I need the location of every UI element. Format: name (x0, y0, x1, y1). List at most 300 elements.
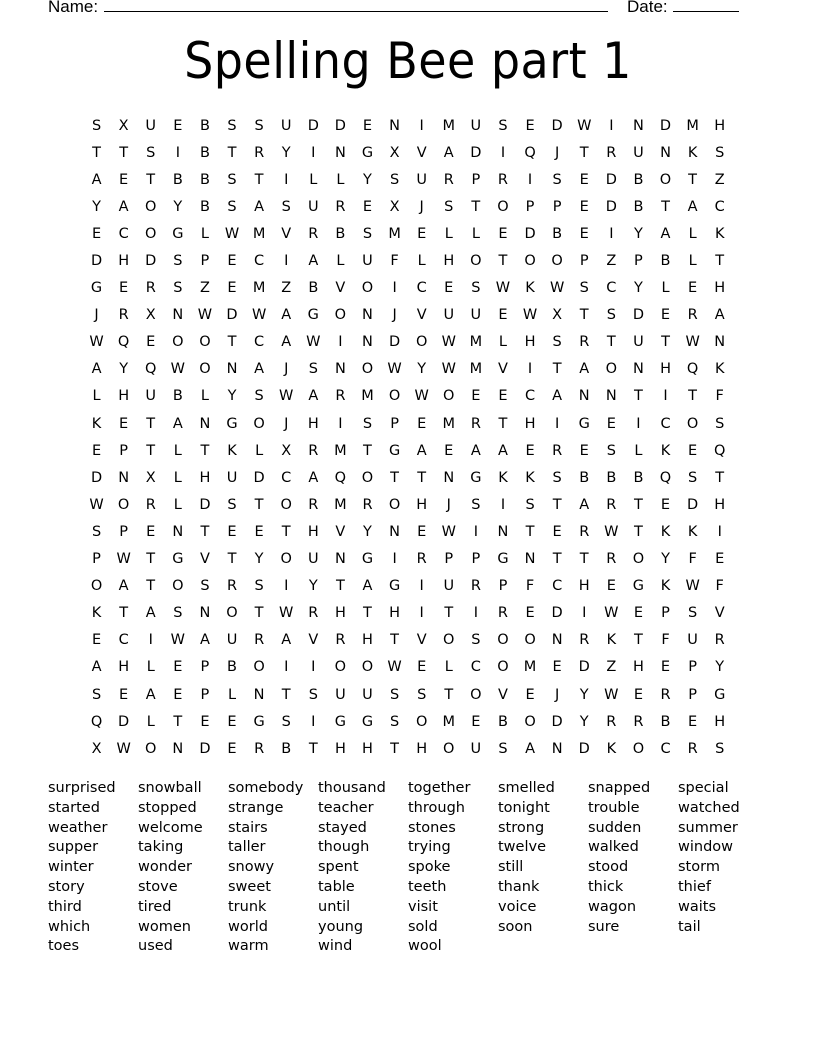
grid-letter: N (172, 740, 184, 757)
word-list-item: though (318, 839, 370, 856)
grid-letter: T (633, 632, 643, 649)
grid-letter: O (497, 659, 509, 676)
grid-letter: E (254, 523, 264, 540)
grid-letter: D (145, 253, 157, 270)
grid-letter: G (226, 415, 238, 432)
grid-letter: G (172, 225, 184, 242)
grid-letter: S (389, 171, 400, 188)
grid-letter: U (335, 686, 346, 703)
grid-letter: N (551, 740, 563, 757)
grid-letter: I (392, 280, 397, 297)
grid-letter: N (497, 523, 509, 540)
grid-letter: D (632, 307, 644, 324)
grid-letter: E (417, 659, 427, 676)
word-list-item: spent (318, 859, 359, 876)
grid-letter: E (227, 713, 237, 730)
grid-letter: E (606, 578, 616, 595)
grid-letter: E (525, 117, 535, 134)
grid-letter: P (200, 659, 210, 676)
grid-letter: W (116, 551, 131, 568)
word-list-item: storm (678, 859, 720, 876)
grid-letter: B (633, 171, 644, 188)
grid-letter: I (419, 117, 424, 134)
grid-letter: L (173, 496, 182, 513)
grid-letter: U (416, 171, 427, 188)
grid-letter: R (335, 198, 346, 215)
grid-letter: L (661, 280, 670, 297)
grid-letter: T (498, 415, 508, 432)
grid-letter: R (308, 442, 319, 459)
grid-letter: L (634, 442, 643, 459)
grid-letter: O (686, 415, 699, 432)
grid-letter: B (552, 225, 563, 242)
grid-letter: T (146, 578, 156, 595)
grid-letter: B (172, 171, 183, 188)
grid-letter: P (200, 253, 210, 270)
grid-letter: B (281, 740, 292, 757)
grid-letter: D (687, 496, 699, 513)
grid-letter: H (660, 361, 671, 378)
grid-letter: C (118, 632, 129, 649)
grid-letter: Y (579, 686, 589, 703)
grid-letter: H (334, 605, 346, 622)
grid-letter: C (660, 415, 671, 432)
grid-letter: Q (713, 442, 726, 459)
grid-letter: E (498, 388, 508, 405)
word-list-item: started (48, 799, 100, 816)
grid-letter: O (334, 659, 347, 676)
grid-letter: T (119, 144, 129, 161)
grid-letter: W (279, 388, 294, 405)
grid-letter: R (335, 632, 346, 649)
grid-letter: E (227, 280, 237, 297)
grid-letter: I (419, 578, 424, 595)
grid-letter: U (362, 253, 373, 270)
word-list-item: watched (678, 799, 740, 816)
grid-letter: T (688, 171, 698, 188)
grid-letter: E (579, 198, 589, 215)
grid-letter: P (552, 198, 562, 215)
grid-letter: S (606, 442, 616, 459)
grid-letter: P (634, 253, 643, 270)
grid-letter: A (308, 253, 319, 270)
grid-letter: T (525, 523, 535, 540)
word-list-item: surprised (48, 780, 116, 796)
word-list-item: which (48, 918, 91, 935)
grid-letter: T (471, 198, 481, 215)
grid-letter: K (525, 280, 535, 297)
grid-letter: Y (363, 171, 372, 188)
grid-letter: E (660, 307, 671, 324)
grid-letter: S (471, 280, 481, 297)
grid-letter: B (199, 171, 210, 188)
grid-letter: O (145, 740, 157, 757)
grid-letter: N (334, 144, 346, 161)
grid-letter: O (632, 740, 645, 757)
grid-letter: E (688, 280, 698, 297)
grid-letter: R (606, 144, 617, 161)
grid-letter: S (688, 469, 698, 486)
word-list-item: trunk (228, 898, 267, 915)
grid-letter: M (388, 225, 401, 242)
grid-letter: M (442, 713, 456, 730)
word-list-item: thick (588, 878, 624, 895)
word-list-item: still (498, 859, 524, 876)
grid-letter: M (469, 334, 483, 351)
grid-letter: B (579, 469, 590, 486)
grid-letter: U (470, 740, 482, 757)
grid-letter: E (200, 713, 210, 730)
grid-letter: I (311, 713, 316, 730)
grid-letter: F (688, 551, 697, 568)
grid-letter: E (633, 686, 643, 703)
date-label: Date: (627, 0, 668, 16)
grid-letter: E (498, 307, 508, 324)
grid-letter: H (714, 280, 726, 297)
grid-letter: L (498, 334, 507, 351)
name-label: Name: (48, 0, 99, 16)
word-list-item: trouble (588, 799, 640, 816)
grid-letter: A (281, 334, 292, 351)
grid-letter: X (145, 469, 156, 486)
grid-letter: H (524, 334, 536, 351)
grid-letter: S (91, 523, 102, 540)
grid-letter: N (524, 551, 536, 568)
grid-letter: I (663, 388, 668, 405)
grid-letter: E (119, 280, 129, 297)
grid-letter: S (254, 388, 264, 405)
grid-letter: T (552, 361, 562, 378)
date-blank-line[interactable] (673, 11, 739, 12)
grid-letter: S (498, 117, 508, 134)
grid-letter: T (254, 171, 264, 188)
grid-letter: J (392, 307, 397, 324)
grid-letter: O (443, 740, 455, 757)
grid-letter: T (579, 144, 589, 161)
grid-letter: W (306, 334, 321, 351)
grid-letter: T (498, 253, 508, 270)
grid-letter: E (552, 523, 562, 540)
page-title: Spelling Bee part 1 (184, 32, 632, 90)
word-list-item (498, 937, 588, 957)
grid-letter: T (254, 605, 264, 622)
grid-letter: C (524, 388, 536, 405)
grid-letter: J (284, 361, 289, 378)
grid-letter: V (416, 307, 427, 324)
grid-letter: D (226, 307, 238, 324)
grid-letter: E (119, 686, 129, 703)
grid-letter: I (338, 415, 343, 432)
grid-letter: I (473, 605, 478, 622)
grid-letter: Z (199, 280, 210, 297)
grid-letter: Y (254, 551, 264, 568)
grid-letter: K (714, 225, 725, 242)
grid-letter: B (199, 117, 210, 134)
grid-letter: E (498, 225, 508, 242)
grid-letter: O (415, 713, 428, 730)
word-list-item: winter (48, 859, 94, 876)
grid-letter: R (497, 605, 508, 622)
grid-letter: Z (606, 253, 617, 270)
word-list (48, 779, 768, 957)
grid-letter: B (497, 713, 508, 730)
grid-letter: E (227, 523, 237, 540)
grid-letter: K (91, 605, 102, 622)
word-search-grid (83, 112, 733, 762)
grid-letter: T (146, 171, 156, 188)
grid-letter: H (118, 253, 130, 270)
grid-letter: U (307, 198, 319, 215)
grid-letter: S (715, 740, 725, 757)
grid-letter: W (89, 334, 104, 351)
word-list-item: snowy (228, 859, 275, 876)
grid-letter: W (170, 361, 185, 378)
grid-letter: U (633, 334, 644, 351)
grid-letter: H (362, 740, 373, 757)
word-list-item: used (138, 938, 173, 955)
grid-letter: P (471, 171, 481, 188)
grid-letter: D (388, 334, 401, 351)
grid-letter: T (363, 605, 372, 622)
grid-letter: N (605, 388, 617, 405)
word-list-item: visit (408, 898, 438, 915)
grid-letter: Y (308, 578, 318, 595)
grid-letter: N (551, 632, 563, 649)
grid-letter: N (362, 307, 373, 324)
grid-letter: A (91, 361, 102, 378)
grid-letter: E (606, 415, 616, 432)
grid-letter: N (118, 469, 130, 486)
grid-letter: S (281, 198, 291, 215)
grid-letter: U (362, 686, 373, 703)
grid-letter: C (254, 334, 265, 351)
grid-letter: H (118, 659, 130, 676)
grid-letter: I (527, 361, 533, 378)
grid-letter: X (552, 307, 563, 324)
grid-letter: O (524, 253, 536, 270)
word-list-item: sweet (228, 878, 271, 895)
grid-letter: D (551, 117, 563, 134)
grid-letter: E (715, 551, 725, 568)
word-list-item: stayed (318, 819, 367, 836)
grid-letter: L (92, 388, 101, 405)
grid-letter: T (633, 388, 643, 405)
word-list-item: strong (498, 819, 545, 836)
grid-letter: M (334, 442, 347, 459)
grid-letter: M (523, 659, 537, 676)
word-list-item: table (318, 878, 355, 895)
word-list-item: walked (588, 839, 639, 856)
grid-letter: K (606, 740, 617, 757)
grid-letter: I (609, 117, 614, 134)
grid-letter: S (227, 117, 237, 134)
grid-letter: T (308, 740, 318, 757)
grid-letter: T (281, 686, 291, 703)
grid-letter: W (604, 523, 619, 540)
word-list-item: toes (48, 938, 80, 955)
grid-letter: E (525, 605, 535, 622)
grid-letter: S (227, 198, 237, 215)
grid-letter: Q (659, 469, 672, 486)
grid-letter: R (308, 496, 319, 513)
grid-letter: W (685, 578, 700, 595)
grid-letter: G (470, 469, 482, 486)
grid-letter: D (605, 198, 617, 215)
grid-letter: A (552, 388, 563, 405)
grid-letter: A (416, 442, 427, 459)
grid-letter: R (145, 280, 156, 297)
grid-letter: G (253, 713, 265, 730)
grid-letter: N (443, 469, 455, 486)
grid-letter: W (414, 388, 429, 405)
grid-letter: S (444, 198, 454, 215)
grid-letter: U (145, 388, 157, 405)
word-list-item: trying (408, 839, 451, 856)
grid-letter: R (118, 307, 129, 324)
grid-letter: E (660, 659, 671, 676)
word-list-item: stones (408, 819, 456, 836)
grid-letter: R (552, 442, 563, 459)
grid-letter: T (227, 551, 237, 568)
grid-letter: O (172, 578, 184, 595)
grid-letter: O (172, 334, 184, 351)
grid-letter: O (226, 605, 238, 622)
grid-letter: O (415, 334, 428, 351)
grid-letter: Y (227, 388, 237, 405)
grid-letter: B (633, 469, 644, 486)
grid-letter: K (660, 523, 671, 540)
grid-letter: A (579, 496, 590, 513)
grid-letter: E (362, 198, 373, 215)
grid-letter: A (579, 361, 590, 378)
grid-letter: B (660, 713, 671, 730)
grid-letter: N (714, 334, 726, 351)
grid-letter: S (200, 578, 210, 595)
name-blank-line[interactable] (104, 11, 608, 12)
grid-letter: D (551, 605, 563, 622)
grid-letter: L (200, 225, 209, 242)
grid-letter: M (361, 388, 374, 405)
grid-letter: U (443, 578, 455, 595)
grid-letter: K (714, 361, 725, 378)
grid-letter: I (419, 605, 424, 622)
grid-letter: K (606, 632, 617, 649)
grid-letter: W (251, 307, 267, 324)
grid-letter: U (470, 307, 482, 324)
grid-letter: S (362, 225, 373, 242)
grid-letter: H (578, 578, 590, 595)
grid-letter: H (443, 253, 455, 270)
grid-letter: O (605, 361, 618, 378)
grid-letter: I (175, 144, 180, 161)
grid-letter: E (660, 496, 671, 513)
grid-letter: S (389, 686, 400, 703)
grid-letter: R (335, 388, 346, 405)
grid-letter: M (442, 117, 456, 134)
grid-letter: W (604, 605, 619, 622)
grid-letter: T (146, 551, 156, 568)
word-list-item: tonight (498, 799, 550, 816)
grid-letter: L (471, 225, 480, 242)
grid-letter: E (633, 605, 643, 622)
grid-letter: S (417, 686, 427, 703)
grid-letter: E (91, 225, 102, 242)
word-list-item: supper (48, 839, 99, 856)
grid-letter: W (522, 307, 538, 324)
grid-letter: E (579, 442, 589, 459)
grid-letter: W (549, 280, 565, 297)
grid-letter: N (362, 334, 373, 351)
grid-letter: S (471, 496, 481, 513)
grid-letter: A (254, 198, 265, 215)
grid-letter: Z (714, 171, 725, 188)
grid-letter: D (659, 117, 672, 134)
grid-letter: H (714, 496, 726, 513)
grid-letter: O (253, 659, 265, 676)
grid-letter: T (227, 144, 237, 161)
grid-letter: R (470, 578, 481, 595)
grid-letter: E (173, 686, 183, 703)
grid-letter: L (688, 225, 697, 242)
grid-letter: G (361, 551, 374, 568)
word-list-item: third (48, 898, 82, 915)
grid-letter: R (606, 713, 617, 730)
word-list-item: teeth (408, 878, 447, 895)
grid-letter: E (227, 253, 237, 270)
grid-letter: C (416, 280, 427, 297)
grid-letter: R (579, 632, 590, 649)
grid-letter: R (687, 740, 698, 757)
grid-letter: I (717, 523, 722, 540)
grid-letter: L (417, 253, 426, 270)
grid-letter: Q (686, 361, 699, 378)
grid-letter: K (227, 442, 237, 459)
grid-letter: L (255, 442, 264, 459)
grid-letter: R (660, 686, 671, 703)
grid-letter: G (307, 307, 319, 324)
grid-letter: D (253, 469, 265, 486)
grid-letter: N (334, 361, 346, 378)
grid-letter: P (471, 551, 481, 568)
grid-letter: T (417, 469, 427, 486)
grid-letter: T (444, 686, 454, 703)
grid-letter: T (173, 713, 183, 730)
grid-letter: F (715, 388, 724, 405)
grid-letter: T (254, 496, 264, 513)
grid-letter: R (308, 225, 319, 242)
grid-letter: R (470, 415, 481, 432)
grid-letter: E (471, 388, 481, 405)
grid-letter: A (145, 605, 156, 622)
grid-letter: B (335, 225, 346, 242)
grid-letter: W (441, 334, 456, 351)
grid-letter: T (715, 469, 725, 486)
grid-letter: I (338, 334, 343, 351)
word-list-item: tired (138, 898, 172, 915)
grid-letter: I (555, 415, 560, 432)
word-list-item: summer (678, 819, 738, 836)
grid-letter: W (387, 659, 402, 676)
word-list-item: strange (228, 799, 284, 816)
grid-letter: J (446, 496, 451, 513)
grid-letter: M (334, 496, 347, 513)
grid-letter: B (606, 469, 617, 486)
grid-letter: D (551, 713, 563, 730)
grid-letter: E (146, 523, 156, 540)
word-list-item: sudden (588, 819, 642, 836)
grid-letter: T (146, 415, 156, 432)
grid-letter: E (91, 442, 102, 459)
